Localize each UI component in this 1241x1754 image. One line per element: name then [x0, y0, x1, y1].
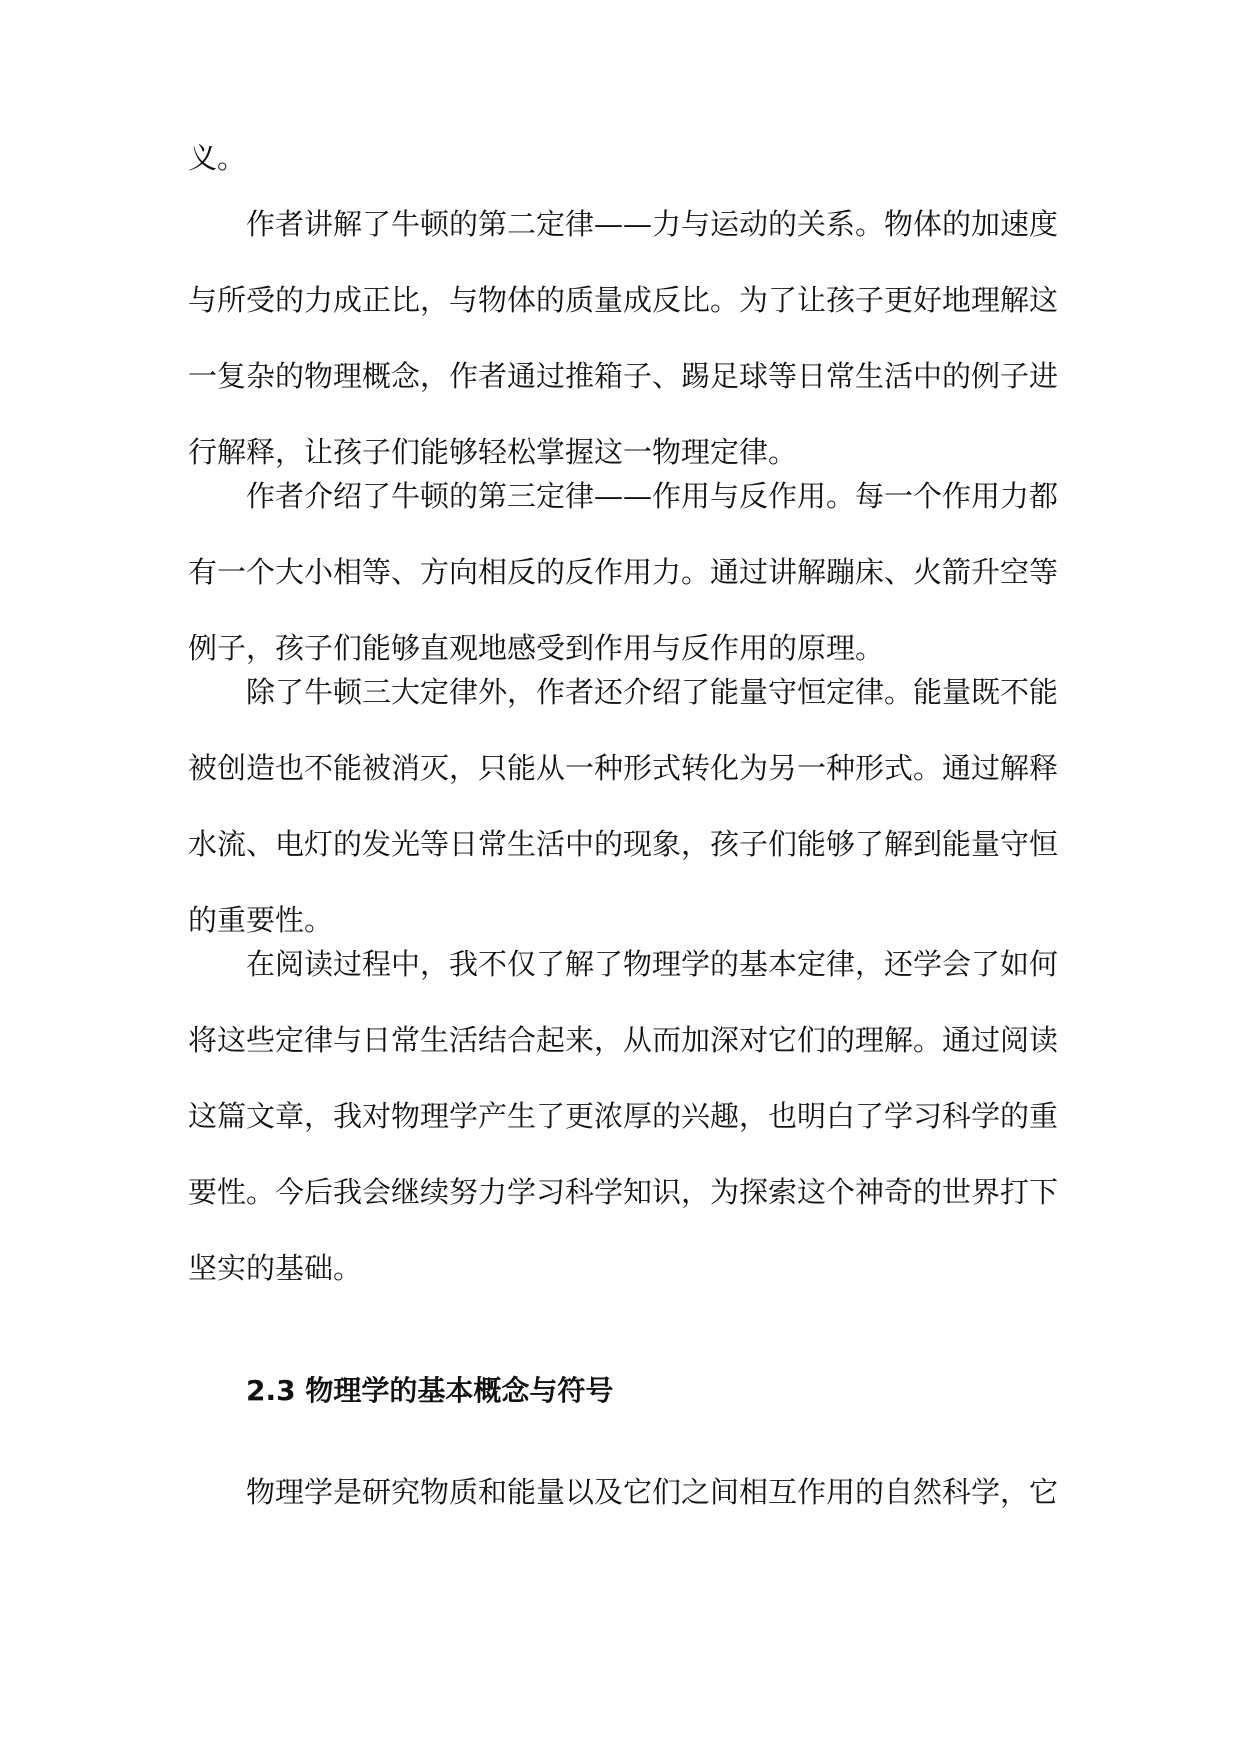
paragraph-line: 在阅读过程中，我不仅了解了物理学的基本定律，还学会了如何	[246, 947, 1059, 981]
paragraph-line: 作者讲解了牛顿的第二定律——力与运动的关系。物体的加速度	[246, 207, 1059, 241]
paragraph-physics-definition	[188, 1454, 1068, 1530]
paragraph-third-law	[188, 458, 1068, 686]
paragraph-line: 水流、电灯的发光等日常生活中的现象，孩子们能够了解到能量守恒	[188, 827, 1059, 861]
paragraph-line: 义。	[188, 141, 247, 175]
paragraph-line: 除了牛顿三大定律外，作者还介绍了能量守恒定律。能量既不能	[246, 675, 1059, 709]
paragraph-line: 例子，孩子们能够直观地感受到作用与反作用的原理。	[188, 631, 885, 665]
paragraph-line: 物理学是研究物质和能量以及它们之间相互作用的自然科学，它	[246, 1475, 1059, 1509]
paragraph-line: 将这些定律与日常生活结合起来，从而加深对它们的理解。通过阅读	[188, 1023, 1059, 1057]
paragraph-line: 作者介绍了牛顿的第三定律——作用与反作用。每一个作用力都	[246, 479, 1059, 513]
paragraph-line: 一复杂的物理概念，作者通过推箱子、踢足球等日常生活中的例子进	[188, 359, 1059, 393]
paragraph-line: 与所受的力成正比，与物体的质量成反比。为了让孩子更好地理解这	[188, 283, 1059, 317]
paragraph-energy-conservation	[188, 654, 1068, 958]
paragraph-line: 这篇文章，我对物理学产生了更浓厚的兴趣，也明白了学习科学的重	[188, 1099, 1059, 1133]
paragraph-line: 要性。今后我会继续努力学习科学知识，为探索这个神奇的世界打下	[188, 1175, 1059, 1209]
paragraph-line: 的重要性。	[188, 903, 334, 937]
paragraph-second-law	[188, 186, 1068, 490]
section-heading: 2.3 物理学的基本概念与符号	[246, 1374, 614, 1407]
paragraph-line: 行解释，让孩子们能够轻松掌握这一物理定律。	[188, 435, 798, 469]
paragraph-line: 被创造也不能被消灭，只能从一种形式转化为另一种形式。通过解释	[188, 751, 1059, 785]
paragraph-continuation	[188, 120, 1068, 196]
paragraph-reflection	[188, 926, 1068, 1306]
paragraph-line: 有一个大小相等、方向相反的反作用力。通过讲解蹦床、火箭升空等	[188, 555, 1059, 589]
paragraph-line: 坚实的基础。	[188, 1251, 363, 1285]
